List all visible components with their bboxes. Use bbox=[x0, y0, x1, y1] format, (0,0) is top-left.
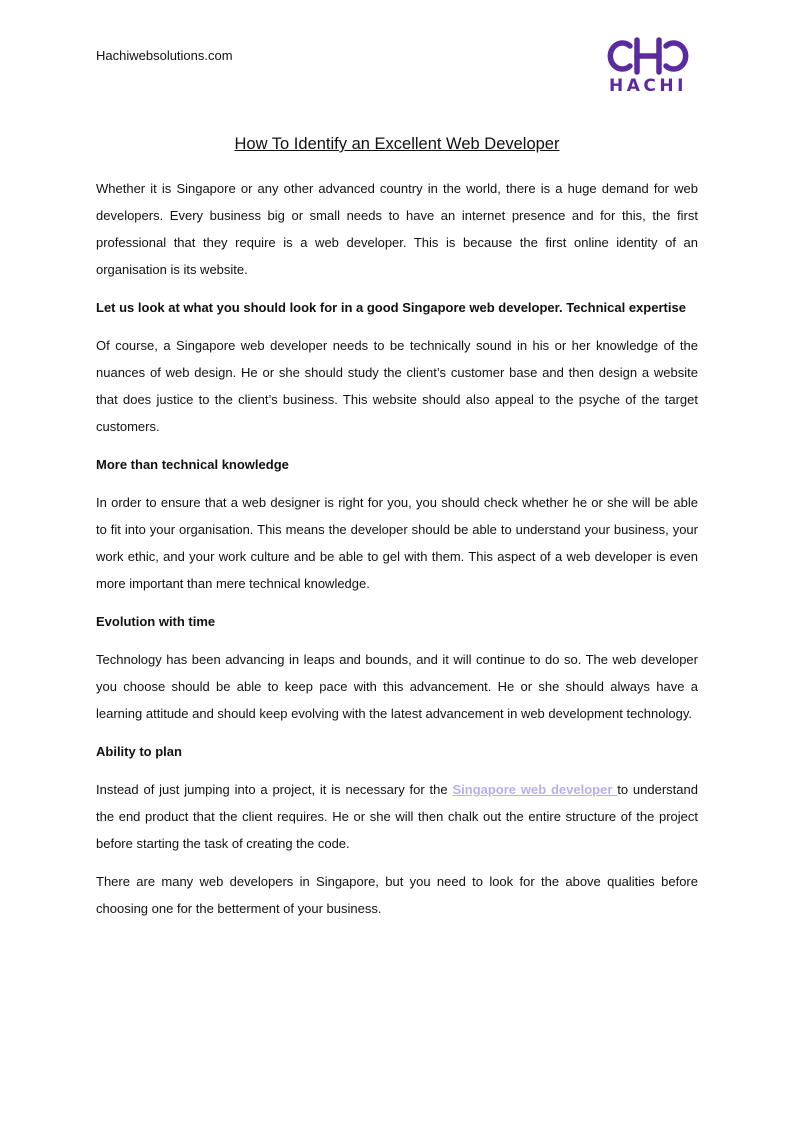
intro-paragraph: Whether it is Singapore or any other advanced country in the world, there is a huge demand for web developers. Every business big or small needs to have an internet presence and for this, the first professional that they require is a web developer. This is because the first online identity of an organisation is its website. bbox=[96, 181, 698, 277]
closing-paragraph: There are many web developers in Singapore, but you need to look for the above qualities before choosing one for the betterment of your business. bbox=[96, 874, 698, 916]
section-heading: Let us look at what you should look for in a good Singapore web developer. Technical expertise bbox=[96, 300, 686, 315]
section-heading: Evolution with time bbox=[96, 614, 216, 629]
site-name: Hachiwebsolutions.com bbox=[96, 48, 233, 63]
logo-mark-icon bbox=[596, 36, 700, 76]
section-heading: More than technical knowledge bbox=[96, 457, 289, 472]
singapore-web-developer-link[interactable]: Singapore web developer bbox=[452, 782, 618, 797]
paragraph bbox=[96, 776, 698, 857]
page-title: How To Identify an Excellent Web Developer bbox=[234, 135, 560, 153]
paragraph-text: Instead of just jumping into a project, it is necessary for the bbox=[96, 782, 453, 797]
article-body bbox=[96, 175, 698, 933]
hachi-logo bbox=[596, 36, 700, 96]
paragraph: In order to ensure that a web designer is right for you, you should check whether he or she will be able to fit into your organisation. This means the developer should be able to understand your business, your work ethic, and your work culture and be able to gel with them. This aspect of a web developer is even more important than mere technical knowledge. bbox=[96, 495, 698, 591]
paragraph: Of course, a Singapore web developer needs to be technically sound in his or her knowledge of the nuances of web design. He or she should study the client’s customer base and then design a website that does justice to the client’s business. This website should also appeal to the psyche of the target customers. bbox=[96, 338, 698, 434]
section-heading: Ability to plan bbox=[96, 744, 182, 759]
logo-text: HACHI bbox=[609, 76, 687, 96]
paragraph: Technology has been advancing in leaps and bounds, and it will continue to do so. The web developer you choose should be able to keep pace with this advancement. He or she should always have a learning attitude and should keep evolving with the latest advancement in web development technology. bbox=[96, 652, 698, 721]
paragraph-text: to understand the end product that the client requires. He or she will then chalk out the entire structure of the project before starting the task of creating the code. bbox=[96, 782, 698, 851]
